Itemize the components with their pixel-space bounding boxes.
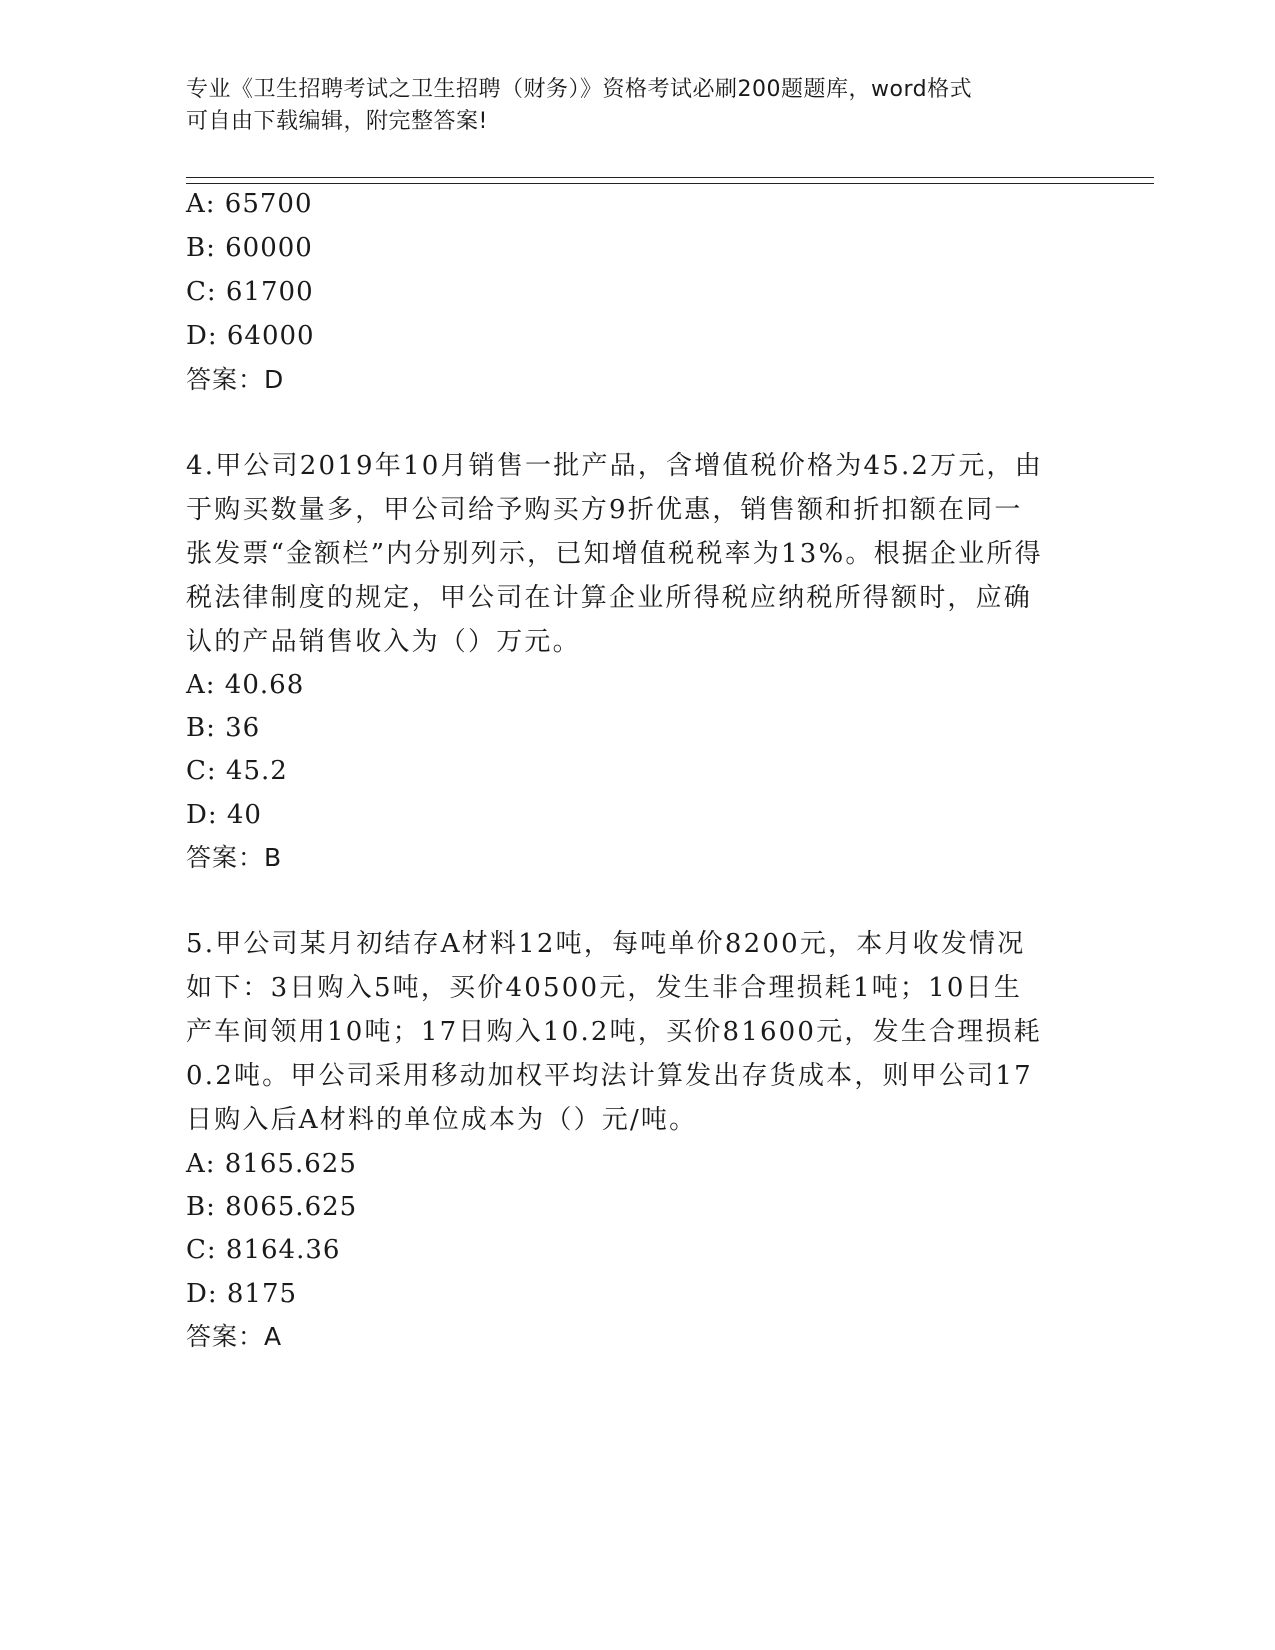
- document-header: [186, 74, 1086, 138]
- q4-option-c: C: 45.2: [186, 756, 288, 786]
- q4-stem-line-3: 张发票“金额栏”内分别列示，已知增值税税率为13%。根据企业所得: [186, 539, 1043, 569]
- q4-option-b: B: 36: [186, 713, 261, 743]
- q5-stem-line-1: 5.甲公司某月初结存A材料12吨，每吨单价8200元，本月收发情况: [186, 929, 1026, 959]
- header-divider-bottom: [186, 183, 1154, 184]
- q5-stem-line-2: 如下：3日购入5吨，买价40500元，发生非合理损耗1吨；10日生: [186, 973, 1023, 1003]
- q5-stem-line-4: 0.2吨。甲公司采用移动加权平均法计算发出存货成本，则甲公司17: [186, 1061, 1033, 1091]
- header-title-line-1: 专业《卫生招聘考试之卫生招聘（财务）》资格考试必刷200题题库，word格式: [186, 77, 973, 102]
- q5-stem-line-3: 产车间领用10吨；17日购入10.2吨，买价81600元，发生合理损耗: [186, 1017, 1042, 1047]
- q4-stem-line-1: 4.甲公司2019年10月销售一批产品，含增值税价格为45.2万元，由: [186, 451, 1043, 481]
- q4-stem-line-2: 于购买数量多，甲公司给予购买方9折优惠，销售额和折扣额在同一: [186, 495, 1023, 525]
- q5-option-d: D: 8175: [186, 1279, 298, 1309]
- prev-option-c: C: 61700: [186, 277, 314, 307]
- header-divider-top: [186, 177, 1154, 178]
- prev-answer: 答案：D: [186, 365, 285, 394]
- q4-option-d: D: 40: [186, 800, 262, 830]
- header-title-line-2: 可自由下载编辑，附完整答案!: [186, 109, 488, 134]
- q5-option-b: B: 8065.625: [186, 1192, 358, 1222]
- q4-stem-line-4: 税法律制度的规定，甲公司在计算企业所得税应纳税所得额时，应确: [186, 583, 1033, 613]
- q4-stem-line-5: 认的产品销售收入为（）万元。: [186, 627, 581, 657]
- q5-option-c: C: 8164.36: [186, 1235, 341, 1265]
- q4-option-a: A: 40.68: [186, 670, 305, 700]
- q5-stem-line-5: 日购入后A材料的单位成本为（）元/吨。: [186, 1105, 698, 1135]
- q5-option-a: A: 8165.625: [186, 1149, 357, 1179]
- q4-answer: 答案：B: [186, 843, 283, 872]
- prev-option-b: B: 60000: [186, 233, 313, 263]
- prev-option-a: A: 65700: [186, 189, 313, 219]
- q5-answer: 答案：A: [186, 1322, 283, 1351]
- prev-option-d: D: 64000: [186, 321, 315, 351]
